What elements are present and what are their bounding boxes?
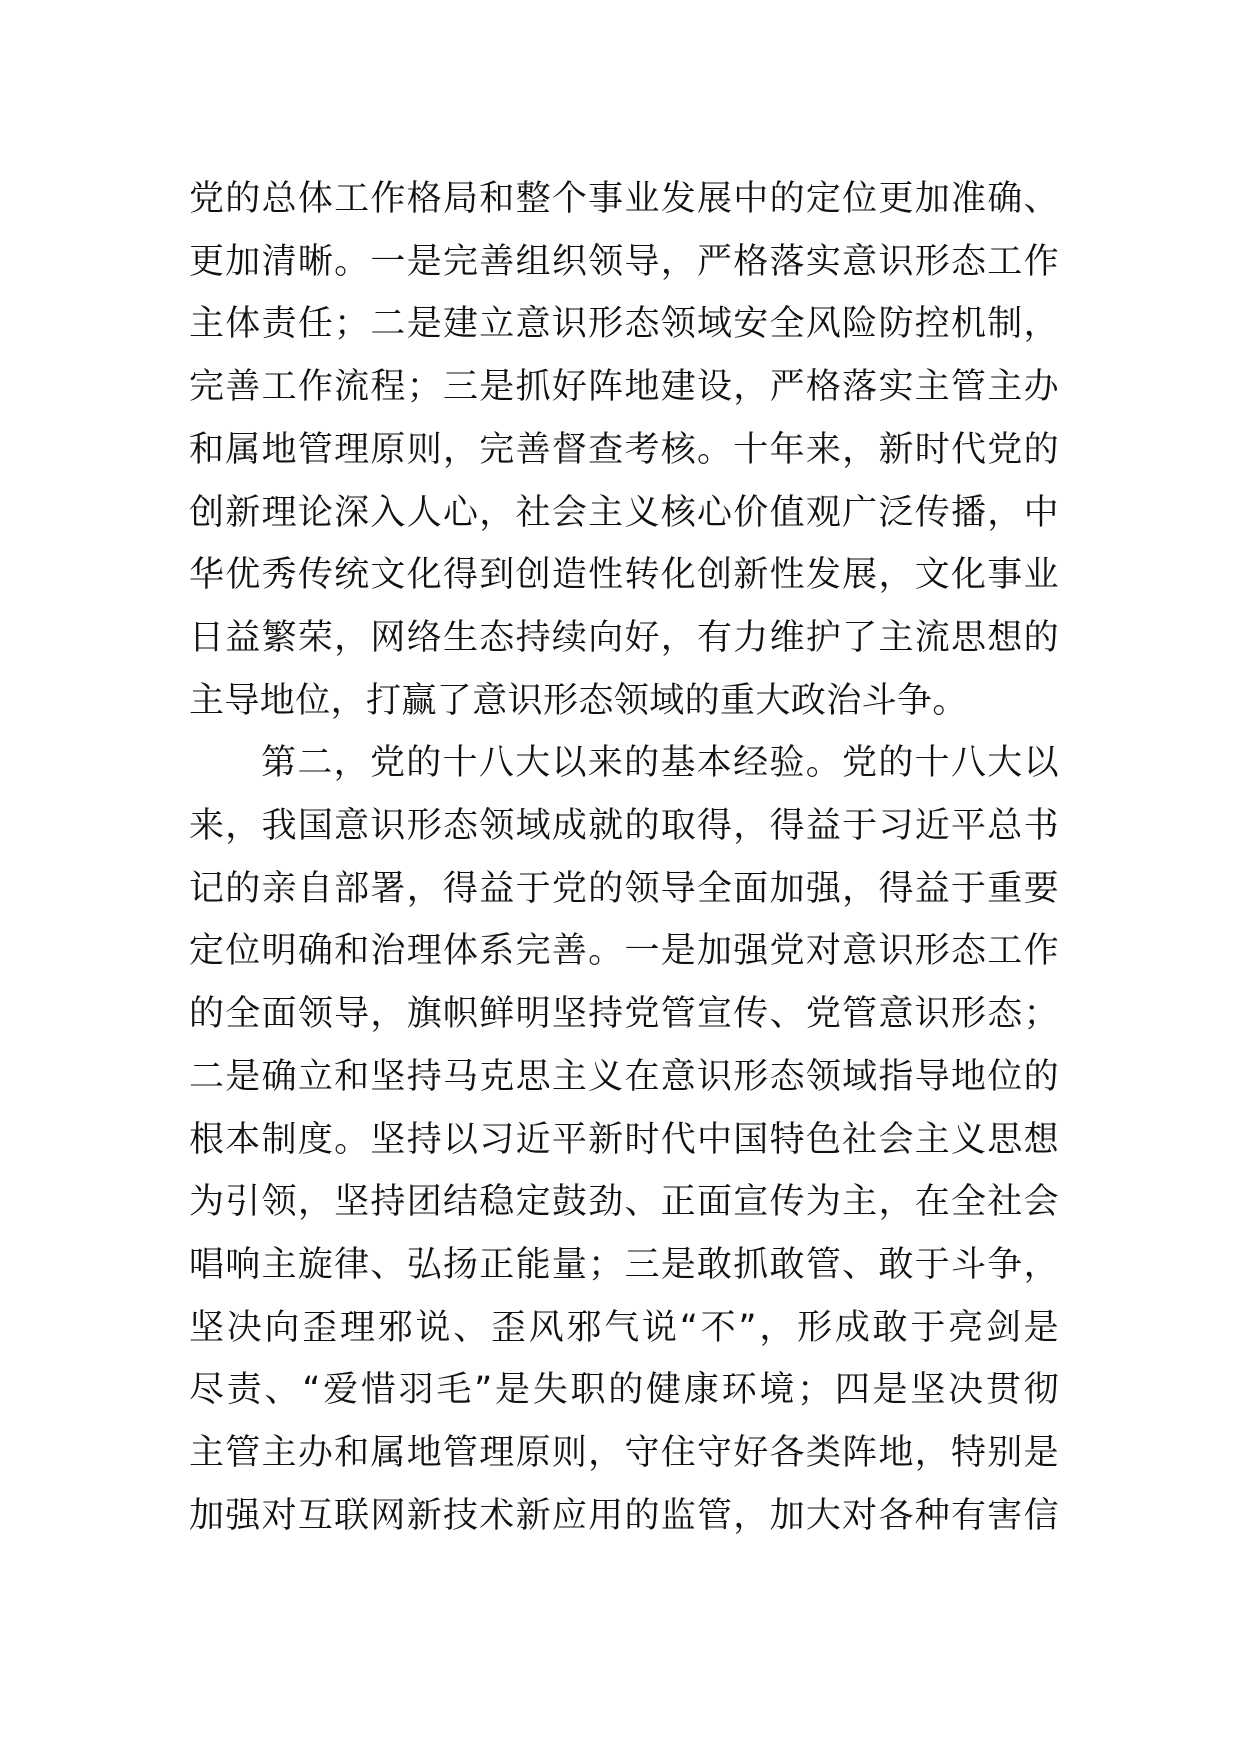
text-line: 为引领，坚持团结稳定鼓劲、正面宣传为主，在全社会 xyxy=(189,1182,1059,1223)
paragraph-1 xyxy=(189,168,1059,732)
text-line: 根本制度。坚持以习近平新时代中国特色社会主义思想 xyxy=(189,1119,1059,1160)
text-line: 完善工作流程；三是抓好阵地建设，严格落实主管主办 xyxy=(189,367,1059,408)
text-line: 党的总体工作格局和整个事业发展中的定位更加准确、 xyxy=(189,179,1059,219)
text-line: 坚决向歪理邪说、歪风邪气说“不”，形成敢于亮剑是 xyxy=(189,1307,1059,1348)
text-line: 二是确立和坚持马克思主义在意识形态领域指导地位的 xyxy=(189,1056,1059,1097)
text-line: 的全面领导，旗帜鲜明坚持党管宣传、党管意识形态； xyxy=(189,994,1059,1035)
paragraph-2 xyxy=(189,732,1059,1547)
text-line: 记的亲自部署，得益于党的领导全面加强，得益于重要 xyxy=(189,868,1059,909)
text-line: 日益繁荣，网络生态持续向好，有力维护了主流思想的 xyxy=(189,617,1059,658)
text-line: 加强对互联网新技术新应用的监管，加大对各种有害信 xyxy=(189,1495,1059,1536)
text-line: 唱响主旋律、弘扬正能量；三是敢抓敢管、敢于斗争， xyxy=(189,1244,1059,1285)
text-line: 主管主办和属地管理原则，守住守好各类阵地，特别是 xyxy=(189,1433,1059,1474)
text-line: 华优秀传统文化得到创造性转化创新性发展，文化事业 xyxy=(189,555,1059,596)
text-line: 更加清晰。一是完善组织领导，严格落实意识形态工作 xyxy=(189,241,1059,282)
text-line: 创新理论深入人心，社会主义核心价值观广泛传播，中 xyxy=(189,492,1059,533)
text-line: 第二，党的十八大以来的基本经验。党的十八大以 xyxy=(261,743,1059,784)
text-line: 来，我国意识形态领域成就的取得，得益于习近平总书 xyxy=(189,806,1059,847)
text-line: 尽责、“爱惜羽毛”是失职的健康环境；四是坚决贯彻 xyxy=(189,1370,1059,1411)
text-line: 定位明确和治理体系完善。一是加强党对意识形态工作 xyxy=(189,931,1059,972)
document-body xyxy=(189,168,1059,1547)
text-line: 主导地位，打赢了意识形态领域的重大政治斗争。 xyxy=(189,680,968,721)
text-line: 和属地管理原则，完善督查考核。十年来，新时代党的 xyxy=(189,429,1059,470)
text-line: 主体责任；二是建立意识形态领域安全风险防控机制， xyxy=(189,304,1059,345)
